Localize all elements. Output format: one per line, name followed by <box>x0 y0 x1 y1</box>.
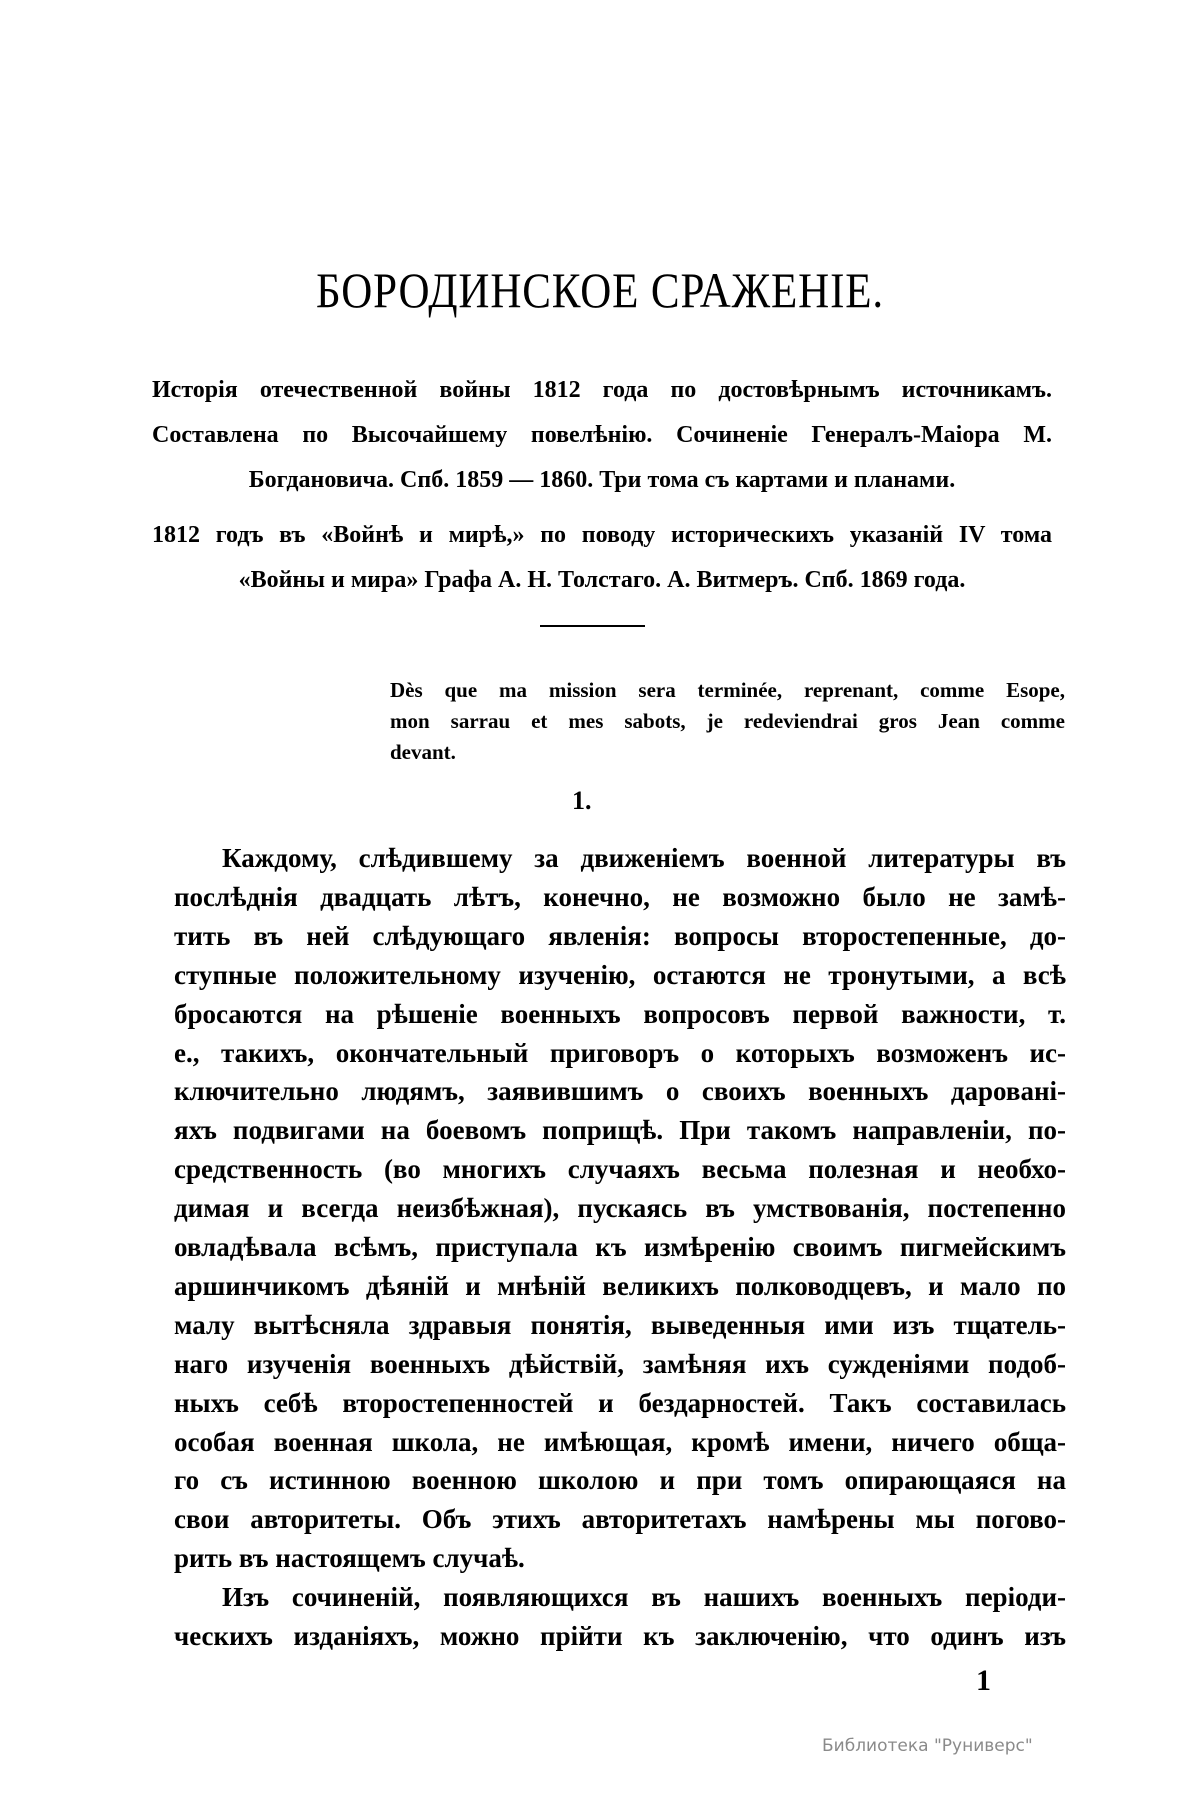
reference-line: Богдановича. Спб. 1859 — 1860. Три тома съ картами и планами. <box>248 467 956 493</box>
body-line: свои авторитеты. Объ этихъ авторитетахъ намѣрены мы погово- <box>174 1504 1066 1535</box>
body-line: яхъ подвигами на боевомъ поприщѣ. При такомъ направленіи, по- <box>174 1115 1066 1146</box>
body-line: тить въ ней слѣдующаго явленія: вопросы второстепенные, до- <box>174 920 1066 951</box>
body-line: особая военная школа, не имѣющая, кромѣ имени, ничего обща- <box>174 1426 1066 1457</box>
divider-rule <box>540 625 645 627</box>
body-line: е., такихъ, окончательный приговоръ о которыхъ возможенъ ис- <box>174 1037 1066 1068</box>
body-line: ключительно людямъ, заявившимъ о своихъ военныхъ дарованi- <box>174 1076 1066 1107</box>
body-line: димая и всегда неизбѣжная), пускаясь въ умствованія, постепенно <box>174 1193 1066 1224</box>
reference-line: Составлена по Высочайшему повелѣнію. Сочиненіе Генералъ-Маіора М. <box>152 422 1052 448</box>
reference-line: 1812 годъ въ «Войнѣ и мирѣ,» по поводу историческихъ указаній IV тома <box>152 522 1052 548</box>
body-line: ныхъ себѣ второстепенностей и бездарностей. Такъ составилась <box>174 1387 1066 1418</box>
body-line: рить въ настоящемъ случаѣ. <box>174 1543 525 1574</box>
reference-line: «Войны и мира» Графа А. Н. Толстаго. А. Витмеръ. Спб. 1869 года. <box>238 567 966 593</box>
body-line: го съ истинною военною школою и при томъ опирающаяся на <box>174 1465 1066 1496</box>
body-line: аршинчикомъ дѣяній и мнѣній великихъ полководцевъ, и мало по <box>174 1270 1066 1301</box>
section-number: 1. <box>572 786 592 815</box>
body-line: средственность (во многихъ случаяхъ весьма полезная и необхо- <box>174 1154 1066 1185</box>
body-line: Каждому, слѣдившему за движеніемъ военной литературы въ <box>222 843 1066 873</box>
body-line: Изъ сочиненій, появляющихся въ нашихъ военныхъ періоди- <box>222 1582 1066 1613</box>
page-number: 1 <box>976 1664 991 1697</box>
reference-line: Исторія отечественной войны 1812 года по достовѣрнымъ источникамъ. <box>152 377 1052 403</box>
body-line: ческихъ изданіяхъ, можно прійти къ заключенію, что одинъ изъ <box>174 1621 1066 1651</box>
body-line: малу вытѣсняла здравыя понятія, выведенныя ими изъ тщатель- <box>174 1309 1066 1340</box>
library-watermark: Библиотека "Руниверс" <box>822 1736 1033 1756</box>
body-line: ступные положительному изученію, остаются не тронутыми, а всѣ <box>174 959 1066 990</box>
body-line: наго изученія военныхъ дѣйствій, замѣняя ихъ сужденіями подоб- <box>174 1348 1066 1379</box>
epigraph-line: devant. <box>390 740 456 764</box>
epigraph-line: mon sarrau et mes sabots, je redeviendrai gros Jean comme <box>390 709 1065 733</box>
body-line: бросаются на рѣшеніе военныхъ вопросовъ первой важности, т. <box>174 998 1066 1029</box>
body-line: послѣднія двадцать лѣтъ, конечно, не возможно было не замѣ- <box>174 881 1066 912</box>
epigraph-line: Dès que ma mission sera terminée, reprenant, comme Esope, <box>390 678 1065 702</box>
body-line: овладѣвала всѣмъ, приступала къ измѣренію своимъ пигмейскимъ <box>174 1232 1066 1262</box>
page-title: БОРОДИНСКОЕ СРАЖЕНІЕ. <box>315 262 884 318</box>
